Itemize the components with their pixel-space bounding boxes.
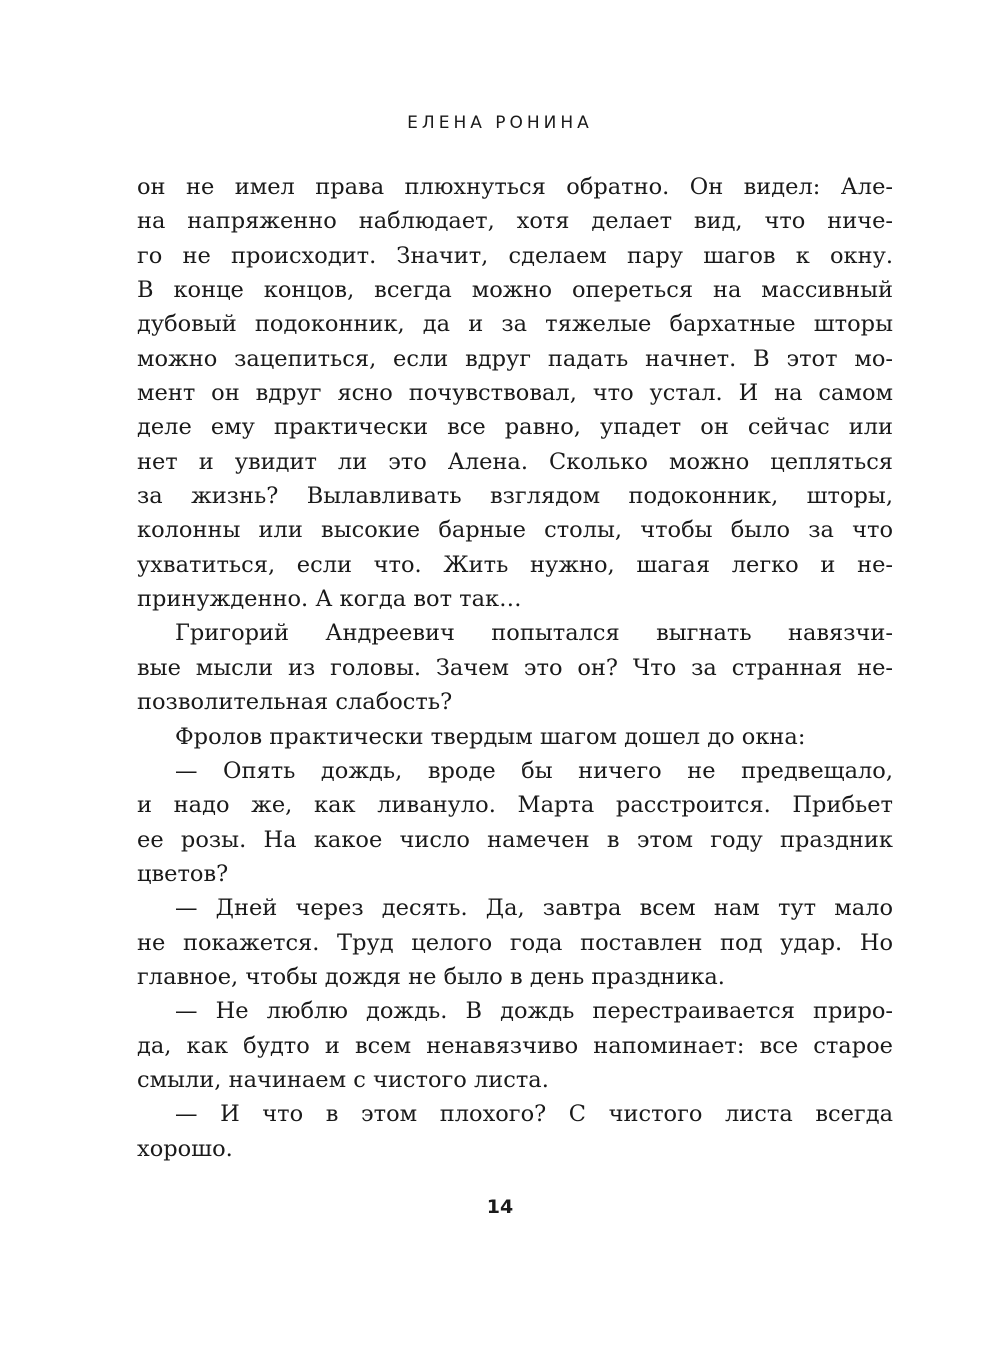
text-line: можно зацепиться, если вдруг падать начнет. В этот мо- xyxy=(137,345,893,372)
text-line: Григорий Андреевич попытался выгнать навязчи- xyxy=(175,620,893,647)
text-line: позволительная слабость? xyxy=(137,689,453,716)
text-line: ее розы. На какое число намечен в этом году праздник xyxy=(137,826,893,853)
text-line: на напряженно наблюдает, хотя делает вид, что ниче- xyxy=(137,208,893,235)
paragraph-1 xyxy=(137,170,893,616)
text-line: дубовый подоконник, да и за тяжелые бархатные шторы xyxy=(137,311,893,338)
page-number: 14 xyxy=(486,1196,514,1218)
text-line: хорошо. xyxy=(137,1135,233,1162)
text-line: и надо же, как ливануло. Марта расстроится. Прибьет xyxy=(137,792,893,819)
text-line: нет и увидит ли это Алена. Сколько можно цепляться xyxy=(137,448,893,475)
paragraph-7 xyxy=(137,1097,893,1166)
text-line: В конце концов, всегда можно опереться на массивный xyxy=(137,277,893,304)
text-line: вые мысли из головы. Зачем это он? Что за странная не- xyxy=(137,654,893,681)
text-line: принужденно. А когда вот так… xyxy=(137,586,522,613)
text-line: главное, чтобы дождя не было в день праздника. xyxy=(137,963,725,990)
text-line: за жизнь? Вылавливать взглядом подоконник, шторы, xyxy=(137,483,893,510)
text-line: колонны или высокие барные столы, чтобы было за что xyxy=(137,517,893,544)
text-line: го не происходит. Значит, сделаем пару шагов к окну. xyxy=(137,242,893,269)
text-line: деле ему практически все равно, упадет он сейчас или xyxy=(137,414,893,441)
text-line: ухватиться, если что. Жить нужно, шагая легко и не- xyxy=(137,551,893,578)
paragraph-3 xyxy=(137,720,893,754)
paragraph-4 xyxy=(137,754,893,891)
text-line: — Опять дождь, вроде бы ничего не предвещало, xyxy=(175,757,893,784)
text-line: он не имел права плюхнуться обратно. Он видел: Але- xyxy=(137,174,893,200)
text-line: да, как будто и всем ненавязчиво напоминает: все старое xyxy=(137,1032,893,1059)
paragraph-6 xyxy=(137,994,893,1097)
text-line: Фролов практически твердым шагом дошел до окна: xyxy=(175,723,806,750)
text-line: смыли, начинаем с чистого листа. xyxy=(137,1066,549,1093)
paragraph-2 xyxy=(137,616,893,719)
text-line: цветов? xyxy=(137,860,229,887)
text-line: — И что в этом плохого? С чистого листа всегда xyxy=(175,1101,893,1128)
paragraph-5 xyxy=(137,891,893,994)
text-line: не покажется. Труд целого года поставлен под удар. Но xyxy=(137,929,893,956)
body-text xyxy=(137,170,893,1166)
text-line: — Не люблю дождь. В дождь перестраивается приро- xyxy=(175,998,893,1025)
text-line: мент он вдруг ясно почувствовал, что устал. И на самом xyxy=(137,380,893,407)
running-head: ЕЛЕНА РОНИНА xyxy=(407,113,593,133)
text-line: — Дней через десять. Да, завтра всем нам тут мало xyxy=(175,895,893,922)
